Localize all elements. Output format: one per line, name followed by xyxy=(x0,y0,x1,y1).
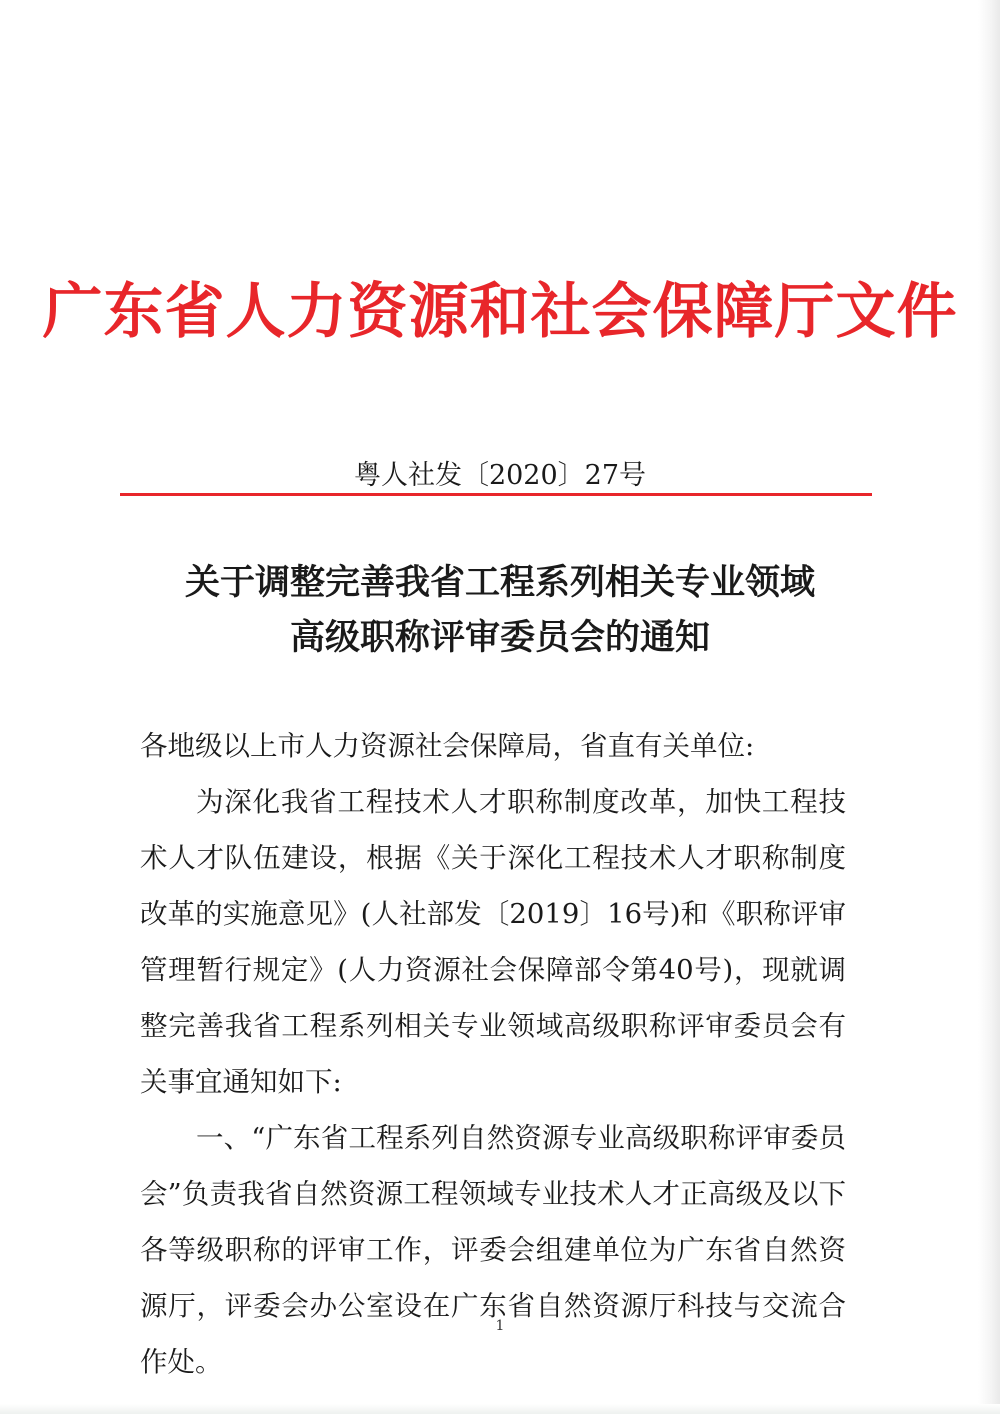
document-title xyxy=(0,556,1000,666)
document-title-line-1: 关于调整完善我省工程系列相关专业领域 xyxy=(184,563,815,603)
body-paragraph-1: 为深化我省工程技术人才职称制度改革，加快工程技术人才队伍建设，根据《关于深化工程技术人才职称制度改革的实施意见》(人社部发〔2019〕16号)和《职称评审管理暂行规定》(人力资源社会保障部令第40号)，现就调整完善我省工程系列相关专业领域高级职称评审委员会有关事宜通知如下: xyxy=(140,786,846,1098)
scan-page-edge xyxy=(978,0,1000,1414)
page-number: 1 xyxy=(495,1318,505,1334)
scan-bottom-edge xyxy=(0,1404,1000,1414)
document-body xyxy=(140,718,846,1390)
red-divider-line xyxy=(120,493,872,496)
document-number: 粤人社发〔2020〕27号 xyxy=(353,460,647,491)
document-masthead: 广东省人力资源和社会保障厅文件 xyxy=(42,277,958,347)
addressee-line: 各地级以上市人力资源社会保障局，省直有关单位: xyxy=(140,730,755,762)
document-title-line-2: 高级职称评审委员会的通知 xyxy=(289,618,710,658)
body-paragraph-2: 一、“广东省工程系列自然资源专业高级职称评审委员会”负责我省自然资源工程领域专业技术人才正高级及以下各等级职称的评审工作，评委会组建单位为广东省自然资源厅，评委会办公室设在广东省自然资源厅科技与交流合作处。 xyxy=(140,1122,846,1378)
